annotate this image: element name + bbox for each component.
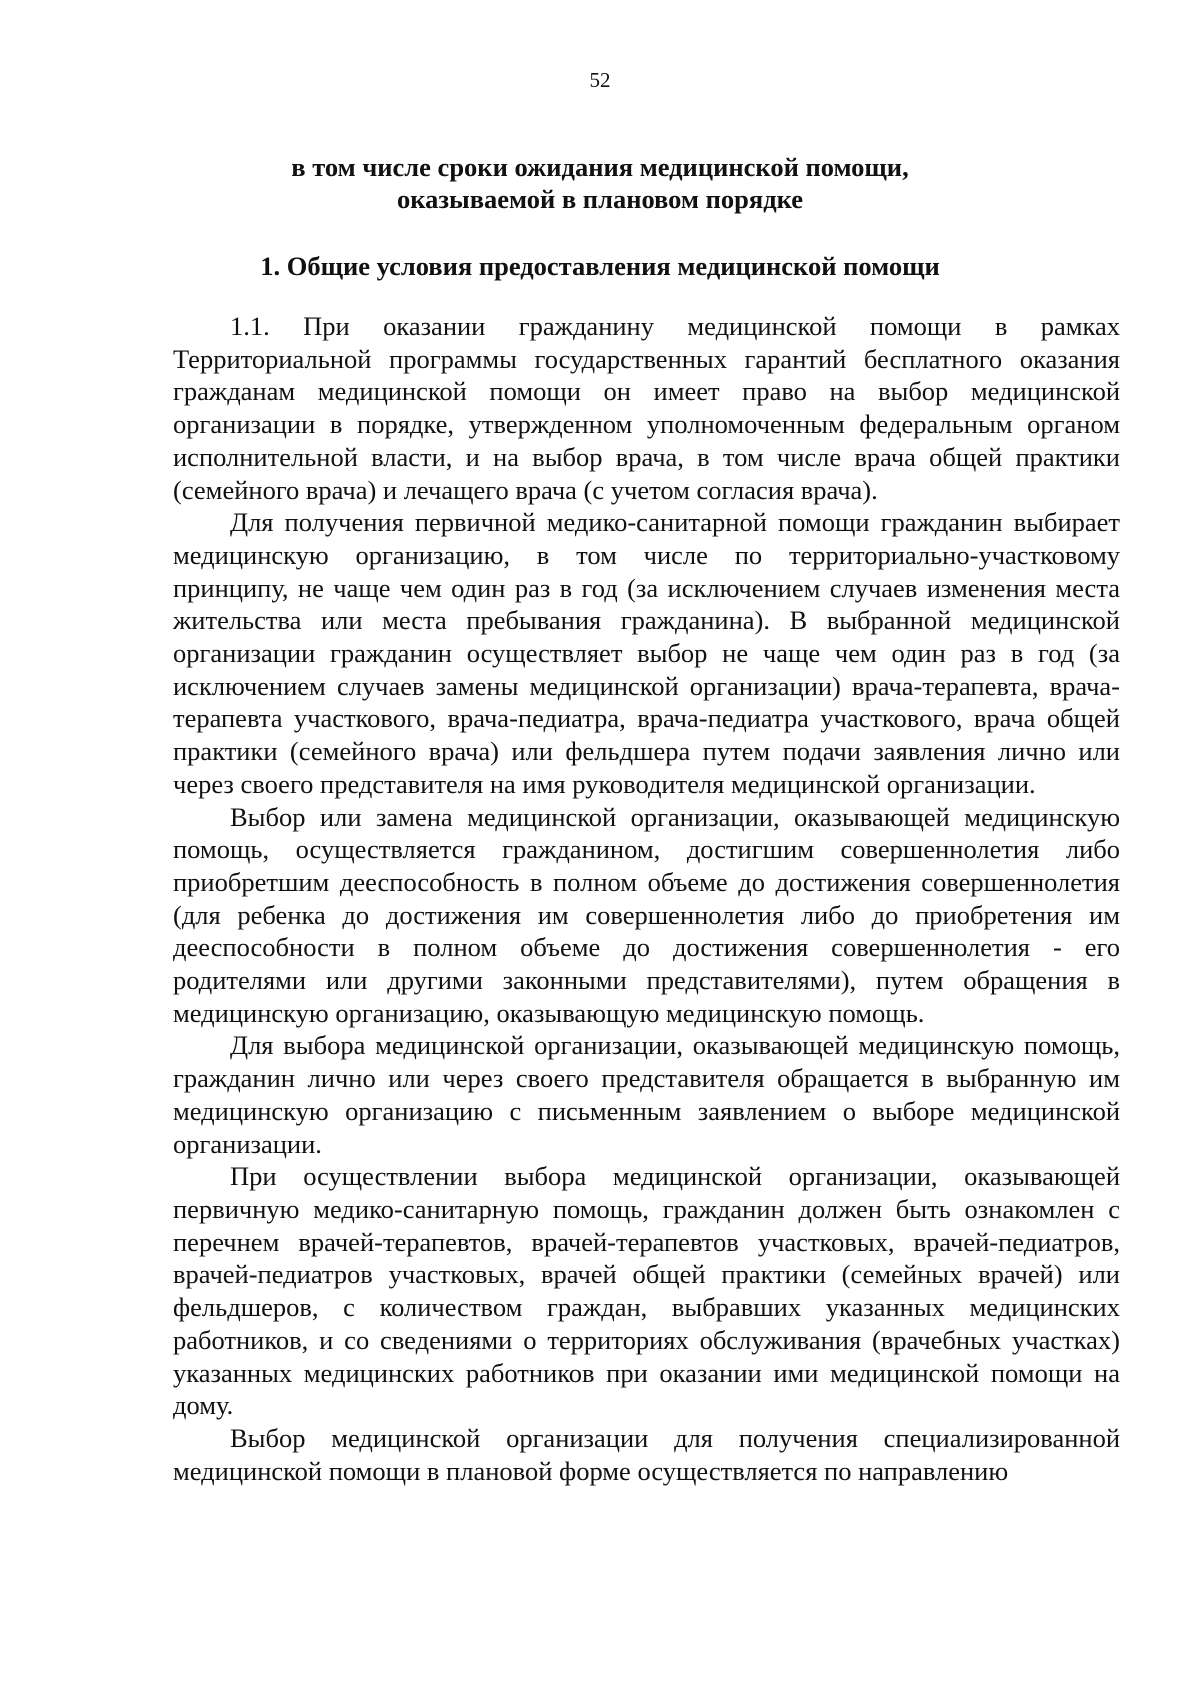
- paragraph-primary-care-choice: Для получения первичной медико-санитарной помощи гражданин выбирает медицинскую организацию, в том числе по территориально-участковому принципу, не чаще чем один раз в год (за исключением случаев изменения места жительства или места пребывания гражданина). В выбранной медицинской организации гражданин осуществляет выбор не чаще чем один раз в год (за исключением случаев замены медицинской организации) врача-терапевта, врача-терапевта участкового, врача-педиатра, врача-педиатра участкового, врача общей практики (семейного врача) или фельдшера путем подачи заявления лично или через своего представителя на имя руководителя медицинской организации.: [173, 507, 1120, 799]
- title-line-1: в том числе сроки ожидания медицинской помощи,: [291, 152, 909, 182]
- paragraph-1-1: 1.1. При оказании гражданину медицинской помощи в рамках Территориальной программы государственных гарантий бесплатного оказания гражданам медицинской помощи он имеет право на выбор медицинской организации в порядке, утвержденном уполномоченным федеральным органом исполнительной власти, и на выбор врача, в том числе врача общей практики (семейного врача) и лечащего врача (с учетом согласия врача).: [173, 311, 1120, 505]
- paragraph-specialized-care: Выбор медицинской организации для получения специализированной медицинской помощи в плановой форме осуществляется по направлению: [173, 1422, 1120, 1486]
- paragraph-doctor-list: При осуществлении выбора медицинской организации, оказывающей первичную медико-санитарную помощь, гражданин должен быть ознакомлен с перечнем врачей-терапевтов, врачей-терапевтов участковых, врачей-педиатров, врачей-педиатров участковых, врачей общей практики (семейных врачей) или фельдшеров, с количеством граждан, выбравших указанных медицинских работников, и со сведениями о территориях обслуживания (врачебных участках) указанных медицинских работников при оказании ими медицинской помощи на дому.: [173, 1161, 1120, 1421]
- title-line-2: оказываемой в плановом порядке: [397, 184, 803, 214]
- page-number: 52: [589, 68, 611, 92]
- document-title: [160, 151, 1040, 215]
- document-body: [173, 310, 1120, 1487]
- paragraph-written-application: Для выбора медицинской организации, оказывающей медицинскую помощь, гражданин лично или через своего представителя обращается в выбранную им медицинскую организацию с письменным заявлением о выборе медицинской организации.: [173, 1030, 1120, 1159]
- section-heading: 1. Общие условия предоставления медицинской помощи: [260, 251, 940, 281]
- paragraph-organization-change: Выбор или замена медицинской организации, оказывающей медицинскую помощь, осуществляется гражданином, достигшим совершеннолетия либо приобретшим дееспособность в полном объеме до достижения совершеннолетия (для ребенка до достижения им совершеннолетия либо до приобретения им дееспособности в полном объеме до достижения совершеннолетия - его родителями или другими законными представителями), путем обращения в медицинскую организацию, оказывающую медицинскую помощь.: [173, 801, 1120, 1028]
